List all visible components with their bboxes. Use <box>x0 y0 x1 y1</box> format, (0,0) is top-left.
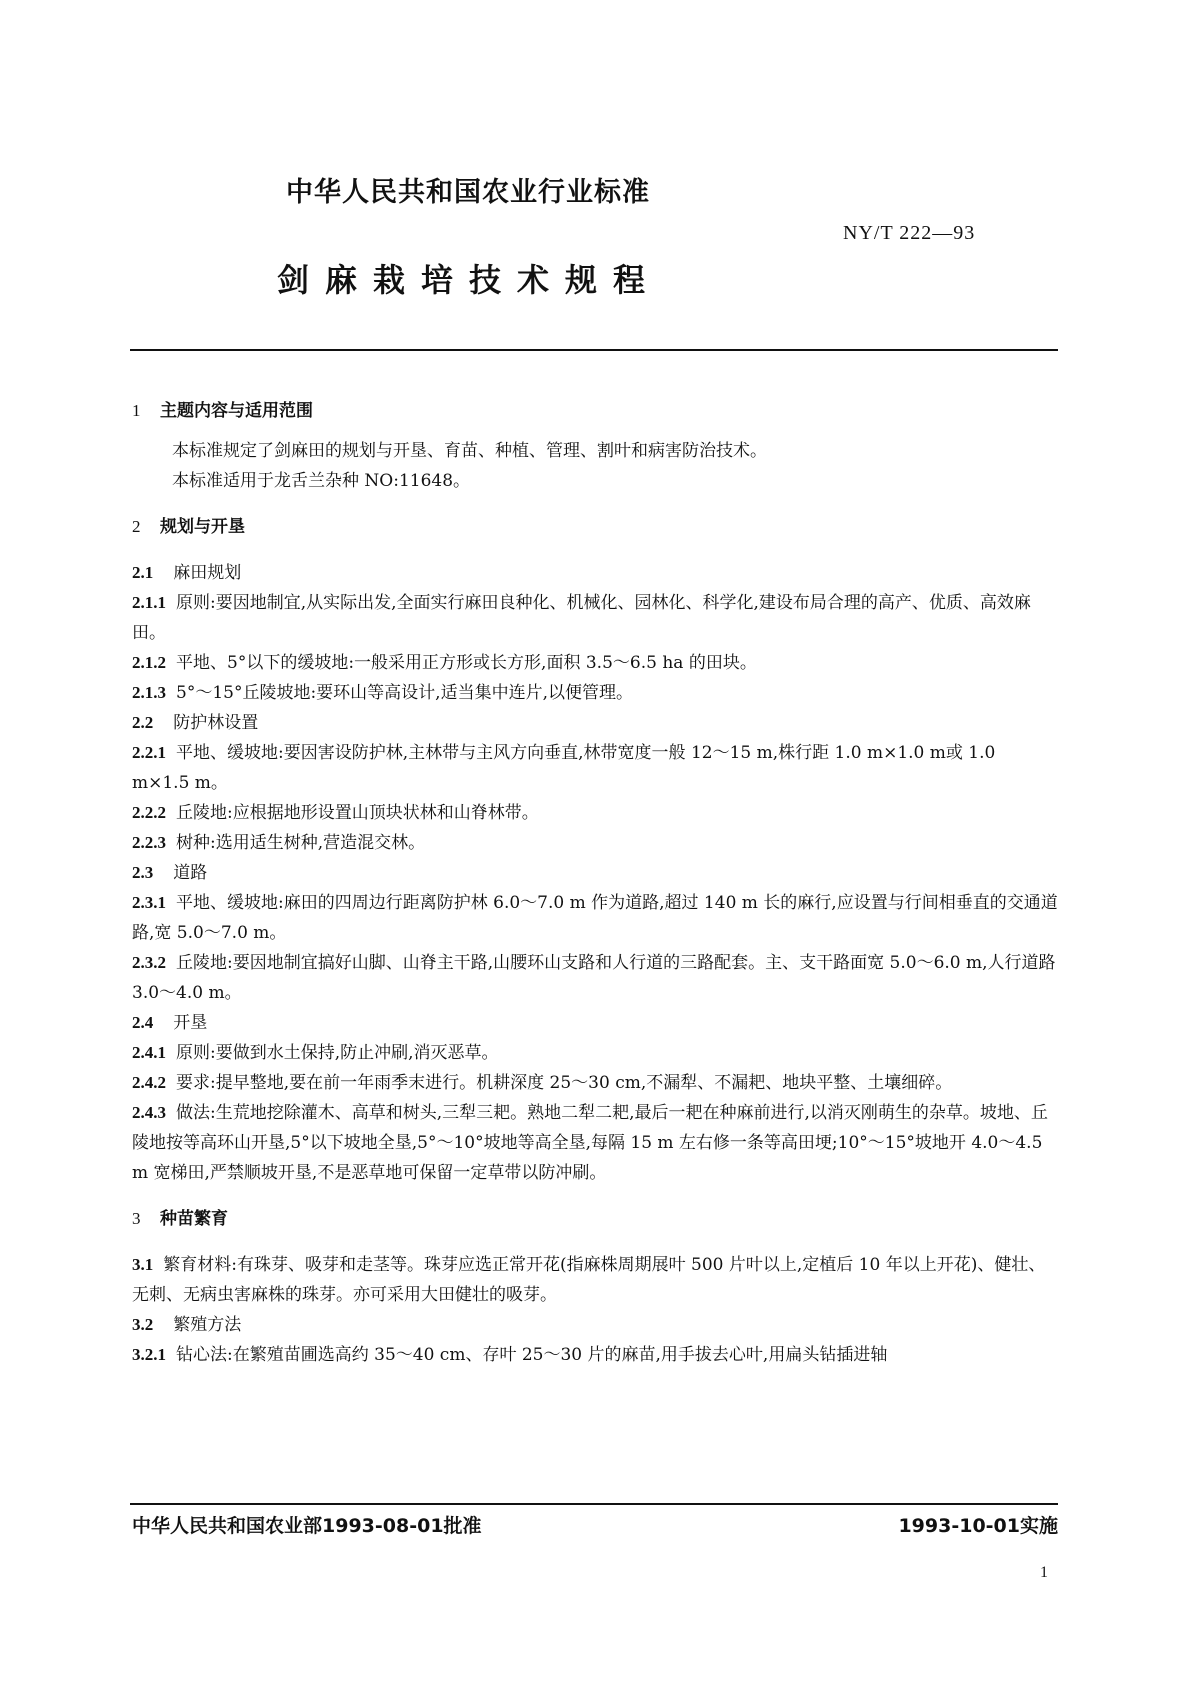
clause: 2.2.1 平地、缓坡地:要因害设防护林,主林带与主风方向垂直,林带宽度一般 12～15 m,株行距 1.0 m×1.0 m或 1.0 m×1.5 m。 <box>132 743 996 793</box>
clause-subheading: 2.4 开垦 <box>132 1013 208 1033</box>
clause-subheading: 2.2 防护林设置 <box>132 713 259 733</box>
document-body <box>132 396 1058 1370</box>
section-heading <box>132 512 1058 542</box>
standard-category-title: 中华人民共和国农业行业标准 <box>286 177 650 208</box>
section-heading <box>132 396 1058 426</box>
clause: 2.1.3 5°～15°丘陵坡地:要环山等高设计,适当集中连片,以便管理。 <box>132 683 633 703</box>
section-title: 种苗繁育 <box>160 1209 228 1229</box>
section-number: 1 <box>132 401 141 420</box>
section-title: 规划与开垦 <box>160 517 245 537</box>
clause: 2.2.3 树种:选用适生树种,营造混交林。 <box>132 833 426 853</box>
clause: 2.2.2 丘陵地:应根据地形设置山顶块状林和山脊林带。 <box>132 803 539 823</box>
clause: 2.4.1 原则:要做到水土保持,防止冲刷,消灭恶草。 <box>132 1043 499 1063</box>
approval-line: 中华人民共和国农业部1993-08-01批准 <box>132 1515 482 1537</box>
paragraph: 本标准规定了剑麻田的规划与开垦、育苗、种植、管理、割叶和病害防治技术。 <box>172 441 767 461</box>
clause-subheading: 3.2 繁殖方法 <box>132 1315 242 1335</box>
standard-code: NY/T 222—93 <box>843 222 976 244</box>
clause: 2.4.2 要求:提早整地,要在前一年雨季末进行。机耕深度 25～30 cm,不漏犁、不漏耙、地块平整、土壤细碎。 <box>132 1073 953 1093</box>
clause: 2.1.2 平地、5°以下的缓坡地:一般采用正方形或长方形,面积 3.5～6.5 ha 的田块。 <box>132 653 757 673</box>
document-title: 剑麻栽培技术规程 <box>277 261 662 299</box>
clause: 3.2.1 钻心法:在繁殖苗圃选高约 35～40 cm、存叶 25～30 片的麻苗,用手拔去心叶,用扁头钻插进轴 <box>132 1345 888 1365</box>
paragraph: 本标准适用于龙舌兰杂种 NO:11648。 <box>172 471 471 491</box>
clause-subheading: 2.3 道路 <box>132 863 208 883</box>
section-number: 3 <box>132 1209 141 1228</box>
clause: 3.1 繁育材料:有珠芽、吸芽和走茎等。珠芽应选正常开花(指麻株周期展叶 500 片叶以上,定植后 10 年以上开花)、健壮、无刺、无病虫害麻株的珠芽。亦可采用大田健壮的吸芽。 <box>132 1255 1046 1305</box>
header-rule <box>130 349 1058 351</box>
footer-rule <box>130 1503 1058 1505</box>
clause: 2.4.3 做法:生荒地挖除灌木、高草和树头,三犁三耙。熟地二犁二耙,最后一耙在种麻前进行,以消灭刚萌生的杂草。坡地、丘陵地按等高环山开垦,5°以下坡地全垦,5°～10°坡地等高全垦,每隔 15 m 左右修一条等高田埂;10°～15°坡地开 4.0～4.5 m 宽梯田,严禁顺坡开垦,不是恶草地可保留一定草带以防冲刷。 <box>132 1103 1048 1183</box>
section-number: 2 <box>132 517 141 536</box>
clause: 2.3.1 平地、缓坡地:麻田的四周边行距离防护林 6.0～7.0 m 作为道路,超过 140 m 长的麻行,应设置与行间相垂直的交通道路,宽 5.0～7.0 m。 <box>132 893 1058 943</box>
section-title: 主题内容与适用范围 <box>160 401 313 421</box>
section-heading <box>132 1204 1058 1234</box>
clause: 2.3.2 丘陵地:要因地制宜搞好山脚、山脊主干路,山腰环山支路和人行道的三路配套。主、支干路面宽 5.0～6.0 m,人行道路 3.0～4.0 m。 <box>132 953 1056 1003</box>
page-number: 1 <box>1040 1564 1048 1581</box>
clause-subheading: 2.1 麻田规划 <box>132 563 242 583</box>
clause: 2.1.1 原则:要因地制宜,从实际出发,全面实行麻田良种化、机械化、园林化、科学化,建设布局合理的高产、优质、高效麻田。 <box>132 593 1031 643</box>
implementation-date: 1993-10-01实施 <box>898 1515 1058 1537</box>
